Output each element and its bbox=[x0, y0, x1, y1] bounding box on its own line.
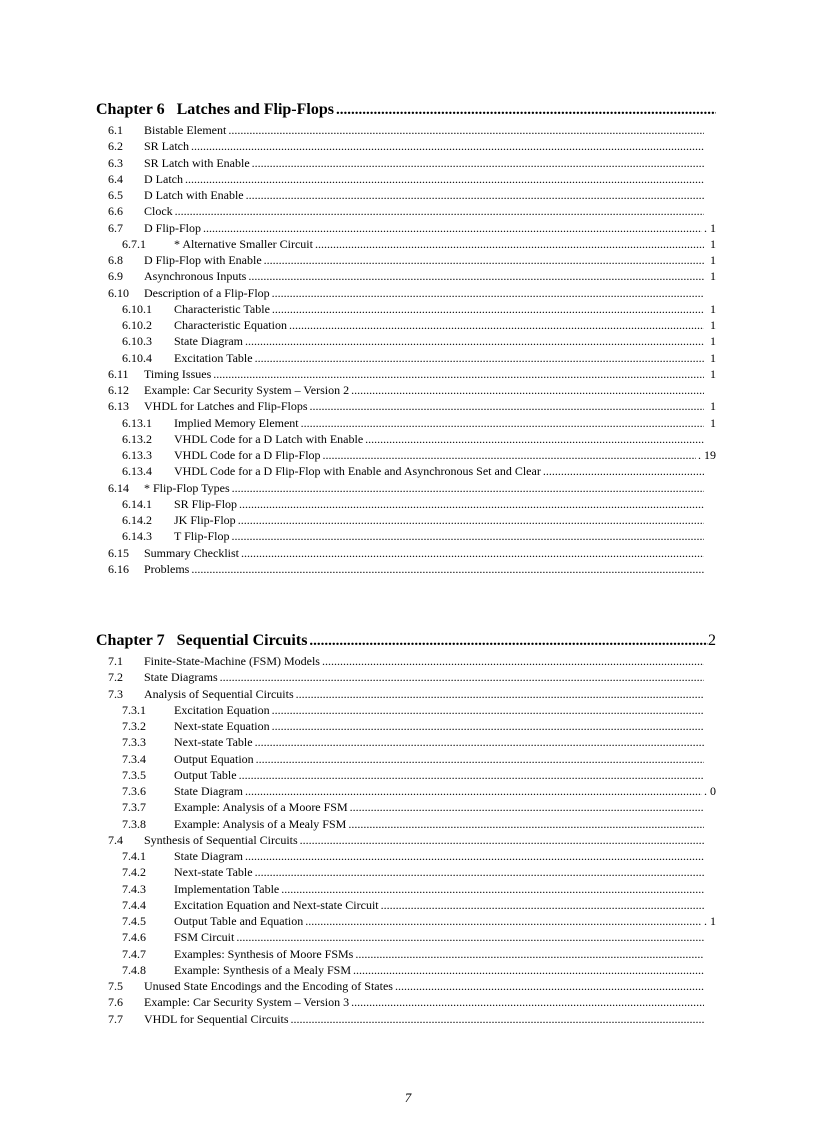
toc-entry[interactable] bbox=[96, 318, 716, 334]
section-number: 6.11 bbox=[108, 366, 129, 381]
page-number-footer: 7 bbox=[404, 1090, 412, 1105]
dot-leader bbox=[236, 930, 704, 945]
section-number: 6.4 bbox=[108, 171, 123, 186]
section-title: Problems bbox=[144, 561, 190, 576]
section-title: Example: Synthesis of a Mealy FSM bbox=[174, 962, 351, 977]
section-number: 6.9 bbox=[108, 269, 123, 284]
dot-leader bbox=[381, 898, 704, 913]
toc-entry[interactable] bbox=[96, 334, 716, 350]
section-page-number: 1 bbox=[710, 269, 716, 284]
section-number: 7.3.3 bbox=[122, 735, 146, 750]
dot-leader bbox=[264, 253, 704, 268]
toc-entry[interactable] bbox=[96, 865, 716, 881]
section-title: JK Flip-Flop bbox=[174, 513, 236, 527]
toc-entry[interactable] bbox=[96, 432, 716, 448]
section-title: Synthesis of Sequential Circuits bbox=[144, 832, 298, 847]
section-title: VHDL Code for a D Flip-Flop bbox=[174, 448, 321, 462]
dot-leader bbox=[355, 947, 704, 962]
dot-leader bbox=[245, 849, 704, 864]
section-title: Example: Car Security System – Version 2 bbox=[144, 383, 350, 397]
chapter-title: Latches and Flip-Flops bbox=[176, 101, 334, 118]
toc-entry[interactable] bbox=[96, 172, 716, 188]
toc-entry[interactable] bbox=[96, 784, 716, 800]
section-number: 7.2 bbox=[108, 670, 123, 685]
section-number: 6.10.4 bbox=[122, 350, 152, 365]
section-title: SR Latch with Enable bbox=[144, 155, 250, 170]
section-title: VHDL for Sequential Circuits bbox=[144, 1011, 289, 1026]
dot-leader bbox=[245, 334, 704, 349]
dot-leader bbox=[272, 703, 704, 718]
section-number: 7.4.5 bbox=[122, 914, 146, 928]
section-number: 7.4.7 bbox=[122, 946, 146, 961]
section-page-number: 1 bbox=[710, 350, 716, 365]
dot-leader bbox=[291, 1012, 704, 1027]
section-title: Summary Checklist bbox=[144, 545, 239, 560]
dot-leader bbox=[309, 633, 708, 650]
section-page-number: 1 bbox=[710, 366, 716, 381]
dot-leader bbox=[255, 865, 704, 880]
section-number: 6.14.3 bbox=[122, 529, 152, 544]
toc-entry[interactable] bbox=[96, 302, 716, 318]
toc-entry[interactable] bbox=[96, 800, 716, 816]
section-title: State Diagram bbox=[174, 334, 243, 349]
section-number: 6.5 bbox=[108, 188, 123, 202]
section-number: 7.3.2 bbox=[122, 719, 146, 733]
section-number: 7.1 bbox=[108, 654, 123, 668]
dot-leader bbox=[395, 979, 704, 994]
section-number: 7.4.3 bbox=[122, 881, 146, 896]
section-title: D Latch bbox=[144, 171, 183, 186]
section-title: Next-state Table bbox=[174, 865, 253, 880]
section-number: 6.14 bbox=[108, 480, 129, 495]
section-title: Characteristic Table bbox=[174, 301, 270, 316]
toc-entry[interactable] bbox=[96, 752, 716, 768]
toc-entry[interactable] bbox=[96, 529, 716, 545]
dot-leader bbox=[323, 448, 696, 463]
section-title: Timing Issues bbox=[144, 366, 212, 381]
toc-entry[interactable] bbox=[96, 1012, 716, 1028]
toc-entry[interactable] bbox=[96, 995, 716, 1011]
section-title: Implied Memory Element bbox=[174, 415, 299, 430]
dot-leader bbox=[351, 383, 704, 398]
section-number: 6.7.1 bbox=[122, 236, 146, 251]
section-number: 7.4.6 bbox=[122, 930, 146, 945]
dot-leader bbox=[203, 221, 702, 236]
toc-entry[interactable] bbox=[96, 670, 716, 686]
section-number: 7.4.1 bbox=[122, 849, 146, 863]
chapter-heading[interactable] bbox=[96, 101, 716, 123]
toc-entry-list bbox=[96, 654, 716, 1028]
toc-entry[interactable] bbox=[96, 253, 716, 269]
section-title: D Flip-Flop bbox=[144, 220, 202, 235]
dot-leader bbox=[191, 562, 704, 577]
section-number: 7.3.4 bbox=[122, 751, 146, 766]
section-title: Excitation Table bbox=[174, 350, 253, 365]
toc-entry[interactable] bbox=[96, 817, 716, 833]
section-title: Asynchronous Inputs bbox=[144, 269, 247, 284]
dot-leader bbox=[336, 102, 716, 119]
dot-leader bbox=[322, 654, 704, 669]
toc-entry[interactable] bbox=[96, 367, 716, 383]
dot-leader bbox=[315, 237, 704, 252]
toc-entry[interactable] bbox=[96, 481, 716, 497]
section-number: 7.7 bbox=[108, 1011, 123, 1026]
section-title: * Flip-Flop Types bbox=[144, 480, 230, 495]
toc-entry[interactable] bbox=[96, 562, 716, 578]
toc-entry[interactable] bbox=[96, 221, 716, 237]
section-page-number: 1 bbox=[710, 334, 716, 349]
dot-leader bbox=[256, 752, 704, 767]
section-title: VHDL for Latches and Flip-Flops bbox=[144, 399, 308, 414]
section-title: * Alternative Smaller Circuit bbox=[174, 236, 313, 251]
dot-leader bbox=[543, 464, 704, 479]
toc-entry[interactable] bbox=[96, 399, 716, 415]
section-title: Excitation Equation bbox=[174, 702, 270, 717]
section-title: Finite-State-Machine (FSM) Models bbox=[144, 654, 320, 668]
toc-entry[interactable] bbox=[96, 947, 716, 963]
section-number: 7.4.4 bbox=[122, 897, 146, 912]
section-title: Example: Analysis of a Mealy FSM bbox=[174, 816, 347, 831]
section-title: State Diagram bbox=[174, 849, 243, 863]
toc-entry[interactable] bbox=[96, 513, 716, 529]
toc-entry[interactable] bbox=[96, 237, 716, 253]
section-number: 6.13.4 bbox=[122, 464, 152, 479]
dot-leader bbox=[220, 670, 704, 685]
section-number: 6.16 bbox=[108, 561, 129, 576]
section-page-number: . 1 bbox=[704, 914, 716, 928]
toc-entry[interactable] bbox=[96, 269, 716, 285]
section-number: 6.10.3 bbox=[122, 334, 152, 349]
section-number: 6.12 bbox=[108, 383, 129, 397]
section-title: Excitation Equation and Next-state Circuit bbox=[174, 897, 379, 912]
dot-leader bbox=[310, 399, 704, 414]
toc-entry[interactable] bbox=[96, 735, 716, 751]
toc-entry[interactable] bbox=[96, 849, 716, 865]
section-title: Example: Analysis of a Moore FSM bbox=[174, 800, 348, 815]
section-number: 7.5 bbox=[108, 979, 123, 993]
dot-leader bbox=[245, 784, 702, 799]
section-title: SR Latch bbox=[144, 139, 189, 154]
section-number: 7.3.8 bbox=[122, 816, 146, 831]
section-title: VHDL Code for a D Latch with Enable bbox=[174, 431, 364, 446]
section-page-number: 1 bbox=[710, 318, 716, 332]
dot-leader bbox=[351, 995, 704, 1010]
section-title: State Diagrams bbox=[144, 670, 218, 685]
toc-entry[interactable] bbox=[96, 930, 716, 946]
dot-leader bbox=[348, 817, 704, 832]
chapter-number: Chapter 7 bbox=[96, 632, 165, 649]
section-number: 6.15 bbox=[108, 545, 129, 560]
chapter-7-section bbox=[96, 632, 716, 1028]
dot-leader bbox=[252, 156, 704, 171]
dot-leader bbox=[301, 416, 704, 431]
toc-entry[interactable] bbox=[96, 833, 716, 849]
section-number: 7.3.7 bbox=[122, 800, 146, 815]
section-number: 7.6 bbox=[108, 995, 123, 1010]
dot-leader bbox=[239, 497, 704, 512]
section-number: 7.4.2 bbox=[122, 865, 146, 880]
section-number: 7.3.6 bbox=[122, 784, 146, 798]
section-number: 6.14.2 bbox=[122, 513, 152, 527]
chapter-number: Chapter 6 bbox=[96, 101, 165, 118]
toc-entry[interactable] bbox=[96, 979, 716, 995]
section-page-number: . 0 bbox=[704, 784, 716, 798]
section-number: 6.10.1 bbox=[122, 301, 152, 316]
section-title: Description of a Flip-Flop bbox=[144, 285, 270, 300]
chapter-page-number: 2 bbox=[708, 632, 716, 649]
section-title: State Diagram bbox=[174, 784, 243, 798]
section-number: 6.6 bbox=[108, 204, 123, 219]
section-page-number: 1 bbox=[710, 236, 716, 251]
section-number: 6.13 bbox=[108, 399, 129, 414]
dot-leader bbox=[272, 302, 704, 317]
toc-entry-list bbox=[96, 123, 716, 578]
dot-leader bbox=[353, 963, 704, 978]
dot-leader bbox=[241, 546, 704, 561]
section-number: 7.3 bbox=[108, 686, 123, 701]
section-page-number: 1 bbox=[710, 301, 716, 316]
dot-leader bbox=[350, 800, 704, 815]
toc-entry[interactable] bbox=[96, 963, 716, 979]
dot-leader bbox=[281, 882, 704, 897]
toc-entry[interactable] bbox=[96, 464, 716, 480]
section-title: Next-state Table bbox=[174, 735, 253, 750]
toc-entry[interactable] bbox=[96, 204, 716, 220]
section-title: Output Table and Equation bbox=[174, 914, 304, 928]
chapter-title: Sequential Circuits bbox=[176, 632, 308, 649]
section-title: Analysis of Sequential Circuits bbox=[144, 686, 294, 701]
section-page-number: 1 bbox=[710, 399, 716, 414]
section-title: D Latch with Enable bbox=[144, 188, 244, 202]
toc-entry[interactable] bbox=[96, 416, 716, 432]
section-title: VHDL Code for a D Flip-Flop with Enable and Asynchronous Set and Clear bbox=[174, 464, 541, 479]
toc-entry[interactable] bbox=[96, 286, 716, 302]
toc-entry[interactable] bbox=[96, 768, 716, 784]
toc-entry[interactable] bbox=[96, 898, 716, 914]
toc-entry[interactable] bbox=[96, 719, 716, 735]
dot-leader bbox=[175, 204, 704, 219]
toc-entry[interactable] bbox=[96, 687, 716, 703]
section-number: 6.10.2 bbox=[122, 318, 152, 332]
section-number: 6.3 bbox=[108, 155, 123, 170]
toc-entry[interactable] bbox=[96, 383, 716, 399]
dot-leader bbox=[289, 318, 704, 333]
dot-leader bbox=[248, 269, 704, 284]
dot-leader bbox=[255, 735, 704, 750]
section-title: Bistable Element bbox=[144, 123, 227, 137]
section-number: 6.7 bbox=[108, 220, 123, 235]
toc-entry[interactable] bbox=[96, 882, 716, 898]
dot-leader bbox=[246, 188, 704, 203]
toc-entry[interactable] bbox=[96, 351, 716, 367]
section-title: Example: Car Security System – Version 3 bbox=[144, 995, 350, 1010]
toc-entry[interactable] bbox=[96, 654, 716, 670]
toc-entry[interactable] bbox=[96, 546, 716, 562]
section-number: 7.4.8 bbox=[122, 962, 146, 977]
dot-leader bbox=[228, 123, 704, 138]
dot-leader bbox=[185, 172, 704, 187]
section-number: 6.13.1 bbox=[122, 415, 152, 430]
section-title: Unused State Encodings and the Encoding of States bbox=[144, 979, 393, 993]
section-title: Next-state Equation bbox=[174, 719, 270, 733]
dot-leader bbox=[305, 914, 702, 929]
chapter-heading[interactable] bbox=[96, 632, 716, 654]
section-page-number: . 19 bbox=[698, 448, 716, 462]
dot-leader bbox=[300, 833, 704, 848]
dot-leader bbox=[238, 513, 704, 528]
section-number: 6.13.3 bbox=[122, 448, 152, 462]
dot-leader bbox=[239, 768, 704, 783]
section-number: 6.2 bbox=[108, 139, 123, 154]
section-title: FSM Circuit bbox=[174, 930, 235, 945]
dot-leader bbox=[255, 351, 704, 366]
section-number: 6.14.1 bbox=[122, 496, 152, 511]
section-number: 7.4 bbox=[108, 832, 123, 847]
dot-leader bbox=[232, 481, 704, 496]
section-number: 6.1 bbox=[108, 123, 123, 137]
section-title: Implementation Table bbox=[174, 881, 280, 896]
section-title: SR Flip-Flop bbox=[174, 496, 238, 511]
section-title: Characteristic Equation bbox=[174, 318, 287, 332]
dot-leader bbox=[231, 529, 704, 544]
toc-entry[interactable] bbox=[96, 139, 716, 155]
toc-entry[interactable] bbox=[96, 703, 716, 719]
toc-entry[interactable] bbox=[96, 188, 716, 204]
dot-leader bbox=[272, 719, 704, 734]
dot-leader bbox=[191, 139, 704, 154]
section-title: Output Table bbox=[174, 767, 237, 782]
dot-leader bbox=[272, 286, 704, 301]
toc-entry[interactable] bbox=[96, 156, 716, 172]
section-page-number: 1 bbox=[710, 415, 716, 430]
dot-leader bbox=[296, 687, 704, 702]
chapter-6-section bbox=[96, 101, 716, 578]
toc-entry[interactable] bbox=[96, 497, 716, 513]
dot-leader bbox=[213, 367, 704, 382]
section-title: D Flip-Flop with Enable bbox=[144, 253, 262, 267]
section-number: 7.3.5 bbox=[122, 767, 146, 782]
section-title: Clock bbox=[144, 204, 173, 219]
toc-entry[interactable] bbox=[96, 123, 716, 139]
section-number: 6.8 bbox=[108, 253, 123, 267]
section-page-number: 1 bbox=[710, 253, 716, 267]
dot-leader bbox=[365, 432, 704, 447]
toc-entry[interactable] bbox=[96, 448, 716, 464]
section-number: 6.10 bbox=[108, 285, 129, 300]
toc-entry[interactable] bbox=[96, 914, 716, 930]
section-title: Output Equation bbox=[174, 751, 254, 766]
section-number: 6.13.2 bbox=[122, 431, 152, 446]
section-page-number: . 1 bbox=[704, 220, 716, 235]
section-title: Examples: Synthesis of Moore FSMs bbox=[174, 946, 354, 961]
section-title: T Flip-Flop bbox=[174, 529, 230, 544]
section-number: 7.3.1 bbox=[122, 702, 146, 717]
